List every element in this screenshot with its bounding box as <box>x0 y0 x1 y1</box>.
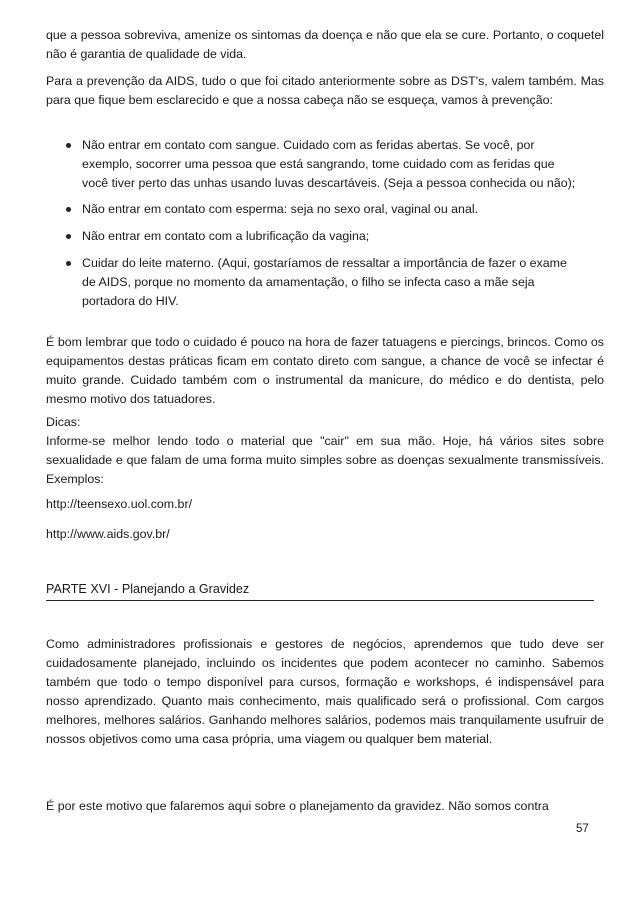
list-item <box>62 254 582 311</box>
list-item <box>62 200 602 219</box>
bullet-icon <box>66 234 71 239</box>
link-teensexo[interactable]: http://teensexo.uol.com.br/ <box>46 497 193 511</box>
paragraph-informe-se: Informe-se melhor lendo todo o material que "cair" em sua mão. Hoje, há vários sites sobre sexualidade e que falam de uma forma muito simples sobre as doenças sexualmente transmissíveis. Exemplos: <box>46 434 604 486</box>
dicas-heading: Dicas: <box>46 415 81 429</box>
list-item <box>62 136 582 193</box>
bullet-icon <box>66 207 71 212</box>
link-aids-gov[interactable]: http://www.aids.gov.br/ <box>46 527 170 541</box>
page-number: 57 <box>576 823 589 835</box>
paragraph-coquetel: que a pessoa sobreviva, amenize os sintomas da doença e não que ela se cure. Portanto, o coquetel não é garantia de qualidade de vida. <box>46 28 604 61</box>
paragraph-administradores: Como administradores profissionais e gestores de negócios, aprendemos que tudo deve ser cuidadosamente planejado, incluindo os incidentes que podem acontecer no caminho. Sabemos também que todo o tempo disponível para cursos, formação e workshops, é indispensável para nosso aprendizado. Quanto mais conhecimento, mais qualificado será o profissional. Com cargos melhores, melhores salários. Ganhando melhores salários, podemos mais tranquilamente usufruir de nossos objetivos como uma casa própria, uma viagem ou qualquer bem material. <box>46 637 604 746</box>
list-item-text: Não entrar em contato com a lubrificação da vagina; <box>82 229 370 243</box>
list-item-text: Cuidar do leite materno. (Aqui, gostaríamos de ressaltar a importância de fazer o exame de AIDS, porque no momento da amamentação, o filho se infecta caso a mãe seja portadora do HIV. <box>82 256 567 308</box>
section-divider <box>46 600 594 601</box>
prevention-list <box>62 136 602 311</box>
section-title: PARTE XVI - Planejando a Gravidez <box>46 582 250 596</box>
list-item-text: Não entrar em contato com sangue. Cuidado com as feridas abertas. Se você, por exemplo, socorrer uma pessoa que está sangrando, tome cuidado com as feridas que você tiver perto das unhas usando luvas descartáveis. (Seja a pessoa conhecida ou não); <box>82 138 576 190</box>
bullet-icon <box>66 143 71 148</box>
paragraph-planejamento: É por este motivo que falaremos aqui sobre o planejamento da gravidez. Não somos contra <box>46 799 549 813</box>
list-item-text: Não entrar em contato com esperma: seja no sexo oral, vaginal ou anal. <box>82 202 479 216</box>
bullet-icon <box>66 261 71 266</box>
paragraph-prevencao-intro: Para a prevenção da AIDS, tudo o que foi citado anteriormente sobre as DST's, valem também. Mas para que fique bem esclarecido e que a nossa cabeça não se esqueça, vamos à prevenção: <box>46 74 604 107</box>
list-item <box>62 227 602 246</box>
paragraph-tatuagens: É bom lembrar que todo o cuidado é pouco na hora de fazer tatuagens e piercings, brincos. Como os equipamentos destas práticas ficam em contato direto com sangue, a chance de você se infectar é muito grande. Cuidado também com o instrumental da manicure, do médico e do dentista, pelo mesmo motivo dos tatuadores. <box>46 335 604 406</box>
